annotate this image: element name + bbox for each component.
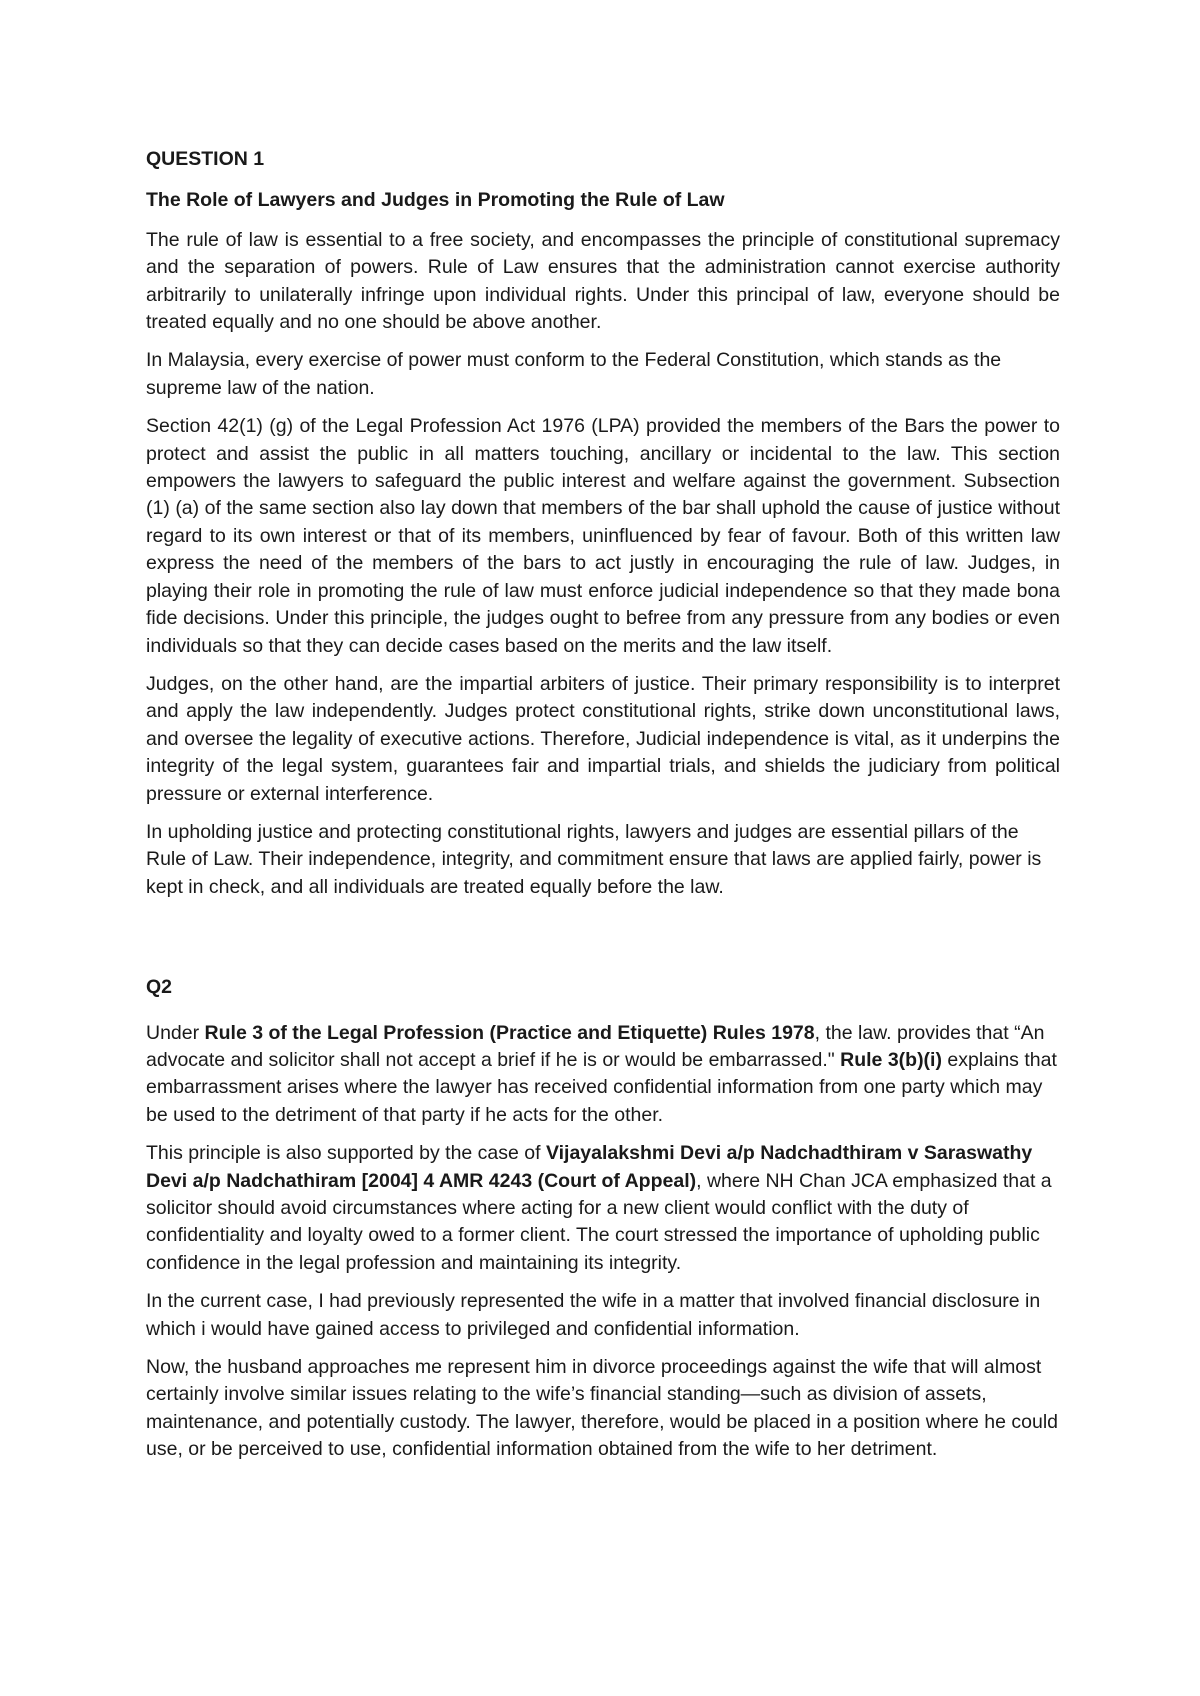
document-page — [146, 146, 1060, 1475]
q2-paragraph-1 — [146, 1020, 1060, 1130]
question-1-heading: QUESTION 1 — [146, 148, 265, 170]
question-1-title: The Role of Lawyers and Judges in Promoting the Rule of Law — [146, 189, 725, 212]
q2-paragraph-4: Now, the husband approaches me represent him in divorce proceedings against the wife that will almost certainly involve similar issues relating to the wife’s financial standing—such as division of assets, maintenance, and potentially custody. The lawyer, therefore, would be placed in a position where he could use, or be perceived to use, confidential information obtained from the wife to her detriment. — [146, 1356, 1059, 1461]
q2-p2-text-2: , where NH Chan JCA emphasized that a solicitor should avoid circumstances where acting for a new client would conflict with the duty of confidentiality and loyalty owed to a former client. The court stressed the importance of upholding public confidence in the legal profession and maintaining its integrity. — [146, 1169, 1052, 1274]
q2-p2-case-citation: Vijayalakshmi Devi a/p Nadchadthiram v Saraswathy Devi a/p Nadchathiram [2004] 4 AMR 4243 (Court of Appeal) — [146, 1142, 1033, 1192]
q2-paragraph-2 — [146, 1140, 1060, 1277]
q1-paragraph-4: Judges, on the other hand, are the impartial arbiters of justice. Their primary responsibility is to interpret and apply the law independently. Judges protect constitutional rights, strike down unconstitutional laws, and oversee the legality of executive actions. Therefore, Judicial independence is vital, as it underpins the integrity of the legal system, guarantees fair and impartial trials, and shields the judiciary from political pressure or external interference. — [146, 672, 1060, 805]
question-2-heading: Q2 — [146, 976, 173, 999]
q2-p2-text-1: This principle is also supported by the case of — [146, 1142, 546, 1165]
q1-paragraph-5: In upholding justice and protecting constitutional rights, lawyers and judges are essential pillars of the Rule of Law. Their independence, integrity, and commitment ensure that laws are applied fairly, power is kept in check, and all individuals are treated equally before the law. — [146, 820, 1042, 898]
q2-paragraph-3: In the current case, I had previously represented the wife in a matter that involved financial disclosure in which i would have gained access to privileged and confidential information. — [146, 1290, 1041, 1340]
q1-paragraph-2: In Malaysia, every exercise of power must conform to the Federal Constitution, which stands as the supreme law of the nation. — [146, 349, 1002, 399]
q1-paragraph-3: Section 42(1) (g) of the Legal Profession Act 1976 (LPA) provided the members of the Bars the power to protect and assist the public in all matters touching, ancillary or incidental to the law. This section empowers the lawyers to safeguard the public interest and welfare against the government. Subsection (1) (a) of the same section also lay down that members of the bar shall uphold the cause of justice without regard to its own interest or that of its members, uninfluenced by fear of favour. Both of this written law express the need of the members of the bars to act justly in encouraging the rule of law. Judges, in playing their role in promoting the rule of law must enforce judicial independence so that they made bona fide decisions. Under this principle, the judges ought to befree from any pressure from any bodies or even individuals so that they can decide cases based on the merits and the law itself. — [146, 415, 1060, 657]
q2-p1-text-1: Under — [146, 1021, 205, 1044]
section-spacer — [146, 912, 1060, 974]
q2-p1-rule-citation: Rule 3 of the Legal Profession (Practice and Etiquette) Rules 1978 — [204, 1021, 815, 1044]
q1-paragraph-1: The rule of law is essential to a free society, and encompasses the principle of constitutional supremacy and the separation of powers. Rule of Law ensures that the administration cannot exercise authority arbitrarily to unilaterally infringe upon individual rights. Under this principal of law, everyone should be treated equally and no one should be above another. — [146, 228, 1060, 334]
q2-p1-text-3: explains that embarrassment arises where the lawyer has received confidential information from one party which may be used to the detriment of that party if he acts for the other. — [146, 1048, 1057, 1126]
q2-p1-rule-subcitation: Rule 3(b)(i) — [840, 1048, 942, 1071]
q2-p1-text-2: , the law. provides that “An advocate and solicitor shall not accept a brief if he is or would be embarrassed." — [146, 1021, 1045, 1071]
